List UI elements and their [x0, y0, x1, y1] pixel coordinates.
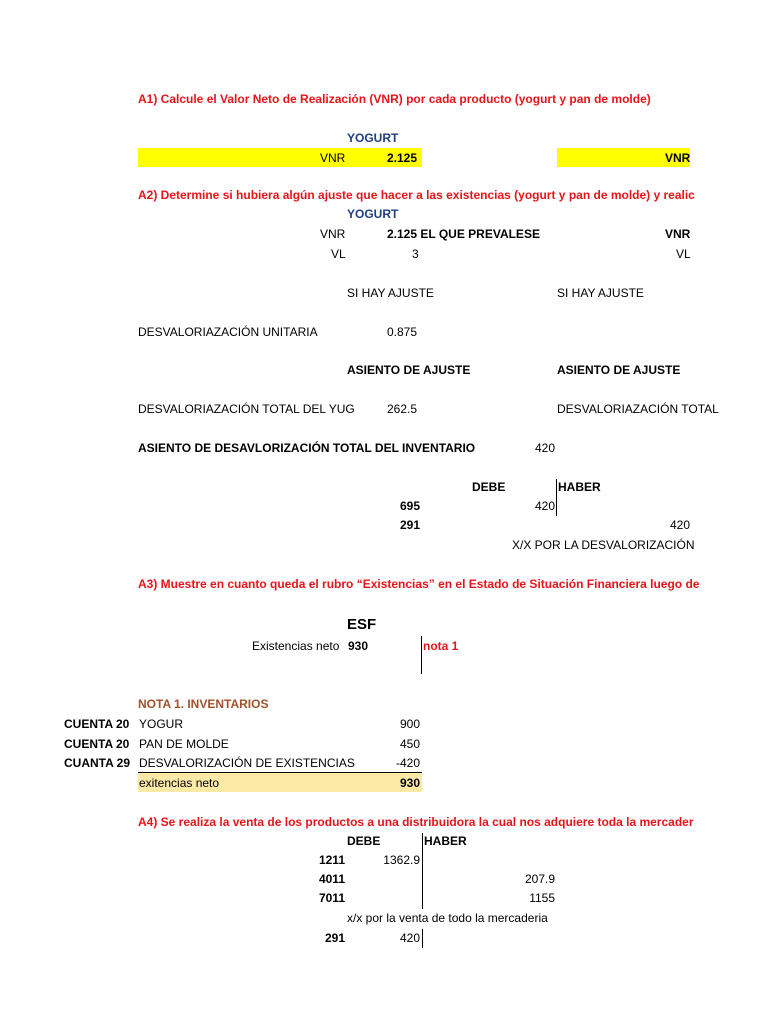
nota1-row-desc: YOGUR	[139, 717, 184, 731]
a2-asiento-ajuste-2: ASIENTO DE AJUSTE	[557, 363, 681, 377]
a2-row1-account: 695	[399, 499, 420, 513]
a2-row1-debe: 420	[534, 499, 555, 513]
a1-vnr-label: VNR	[320, 151, 346, 165]
a4-last-divider	[422, 929, 423, 948]
nota-1-reference: nota 1	[423, 639, 459, 653]
a2-vnr-label-right: VNR	[665, 227, 691, 241]
nota1-title: NOTA 1. INVENTARIOS	[138, 697, 269, 711]
a2-asiento-total-label: ASIENTO DE DESAVLORIZACIÓN TOTAL DEL INVENTARIO	[138, 441, 476, 455]
a4-gloss: x/x por la venta de todo la mercaderia	[347, 911, 548, 925]
existencias-neto-value: 930	[348, 639, 369, 653]
nota1-total-label: exitencias neto	[139, 776, 220, 790]
a4-row-haber: 207.9	[524, 872, 555, 886]
a2-desval-unit-value: 0.875	[387, 325, 418, 339]
a4-row-account: 7011	[318, 891, 345, 905]
esf-divider	[421, 636, 422, 674]
esf-heading: ESF	[347, 616, 377, 633]
a2-si-hay-ajuste-1: SI HAY AJUSTE	[347, 286, 434, 300]
a4-title: A4) Se realiza la venta de los productos a una distribuidora la cual nos adquiere toda la mercader	[138, 815, 694, 829]
a2-debe-header: DEBE	[472, 480, 506, 494]
a2-desval-total-label: DESVALORIAZACIÓN TOTAL DEL YUG	[138, 402, 355, 416]
nota1-total-value: 930	[399, 776, 420, 790]
a2-ledger-divider	[556, 479, 557, 516]
a2-title: A2) Determine si hubiera algún ajuste que hacer a las existencias (yogurt y pan de molde) y realic	[138, 188, 695, 202]
a2-asiento-total-value: 420	[535, 441, 556, 455]
nota1-row-value: -420	[395, 756, 420, 770]
a2-vnr-value: 2.125 EL QUE PREVALESE	[387, 227, 540, 241]
a2-asiento-ajuste-1: ASIENTO DE AJUSTE	[347, 363, 471, 377]
nota1-row-cuenta: CUENTA 20	[64, 717, 130, 731]
a1-title: A1) Calcule el Valor Neto de Realización (VNR) por cada producto (yogurt y pan de molde)	[138, 92, 651, 106]
a4-haber-header: HABER	[424, 834, 467, 848]
a4-row-account: 4011	[318, 872, 345, 886]
a4-row-haber: 1155	[529, 891, 555, 905]
nota1-row-cuenta: CUENTA 20	[64, 737, 130, 751]
a2-row2-account: 291	[399, 518, 420, 532]
a4-row-debe: 1362.9	[383, 853, 420, 867]
a4-last-account: 291	[324, 931, 345, 945]
a3-title: A3) Muestre en cuanto queda el rubro “Existencias” en el Estado de Situación Financiera luego de	[138, 577, 700, 591]
nota1-row-value: 900	[399, 717, 420, 731]
a1-vnr-value: 2.125	[387, 151, 418, 165]
a2-gloss: X/X POR LA DESVALORIZACIÓN	[512, 538, 695, 552]
a1-vnr-highlight	[138, 148, 422, 167]
a4-last-debe: 420	[399, 931, 420, 945]
a2-vnr-label: VNR	[320, 227, 346, 241]
a2-si-hay-ajuste-2: SI HAY AJUSTE	[557, 286, 644, 300]
a1-vnr-label-right: VNR	[665, 151, 691, 165]
nota1-row-value: 450	[399, 737, 420, 751]
a4-row-account: 1211	[318, 853, 345, 867]
a2-product-yogurt: YOGURT	[347, 207, 399, 221]
a2-haber-header: HABER	[558, 480, 601, 494]
a2-vl-label-right: VL	[676, 247, 691, 261]
a4-debe-header: DEBE	[347, 834, 381, 848]
a2-desval-total-value: 262.5	[387, 402, 418, 416]
nota1-row-cuenta: CUANTA 29	[64, 756, 131, 770]
a1-product-yogurt: YOGURT	[347, 131, 399, 145]
a4-ledger-divider	[422, 833, 423, 909]
a2-desval-total-right: DESVALORIAZACIÓN TOTAL	[557, 402, 719, 416]
nota1-row-desc: DESVALORIZACIÓN DE EXISTENCIAS	[139, 756, 355, 770]
a2-vl-value: 3	[412, 247, 419, 261]
a2-row2-haber: 420	[669, 518, 690, 532]
a2-vl-label: VL	[331, 247, 346, 261]
a2-desval-unit-label: DESVALORIAZACIÓN UNITARIA	[138, 325, 318, 339]
existencias-neto-label: Existencias neto	[252, 639, 340, 653]
nota1-row-desc: PAN DE MOLDE	[139, 737, 229, 751]
